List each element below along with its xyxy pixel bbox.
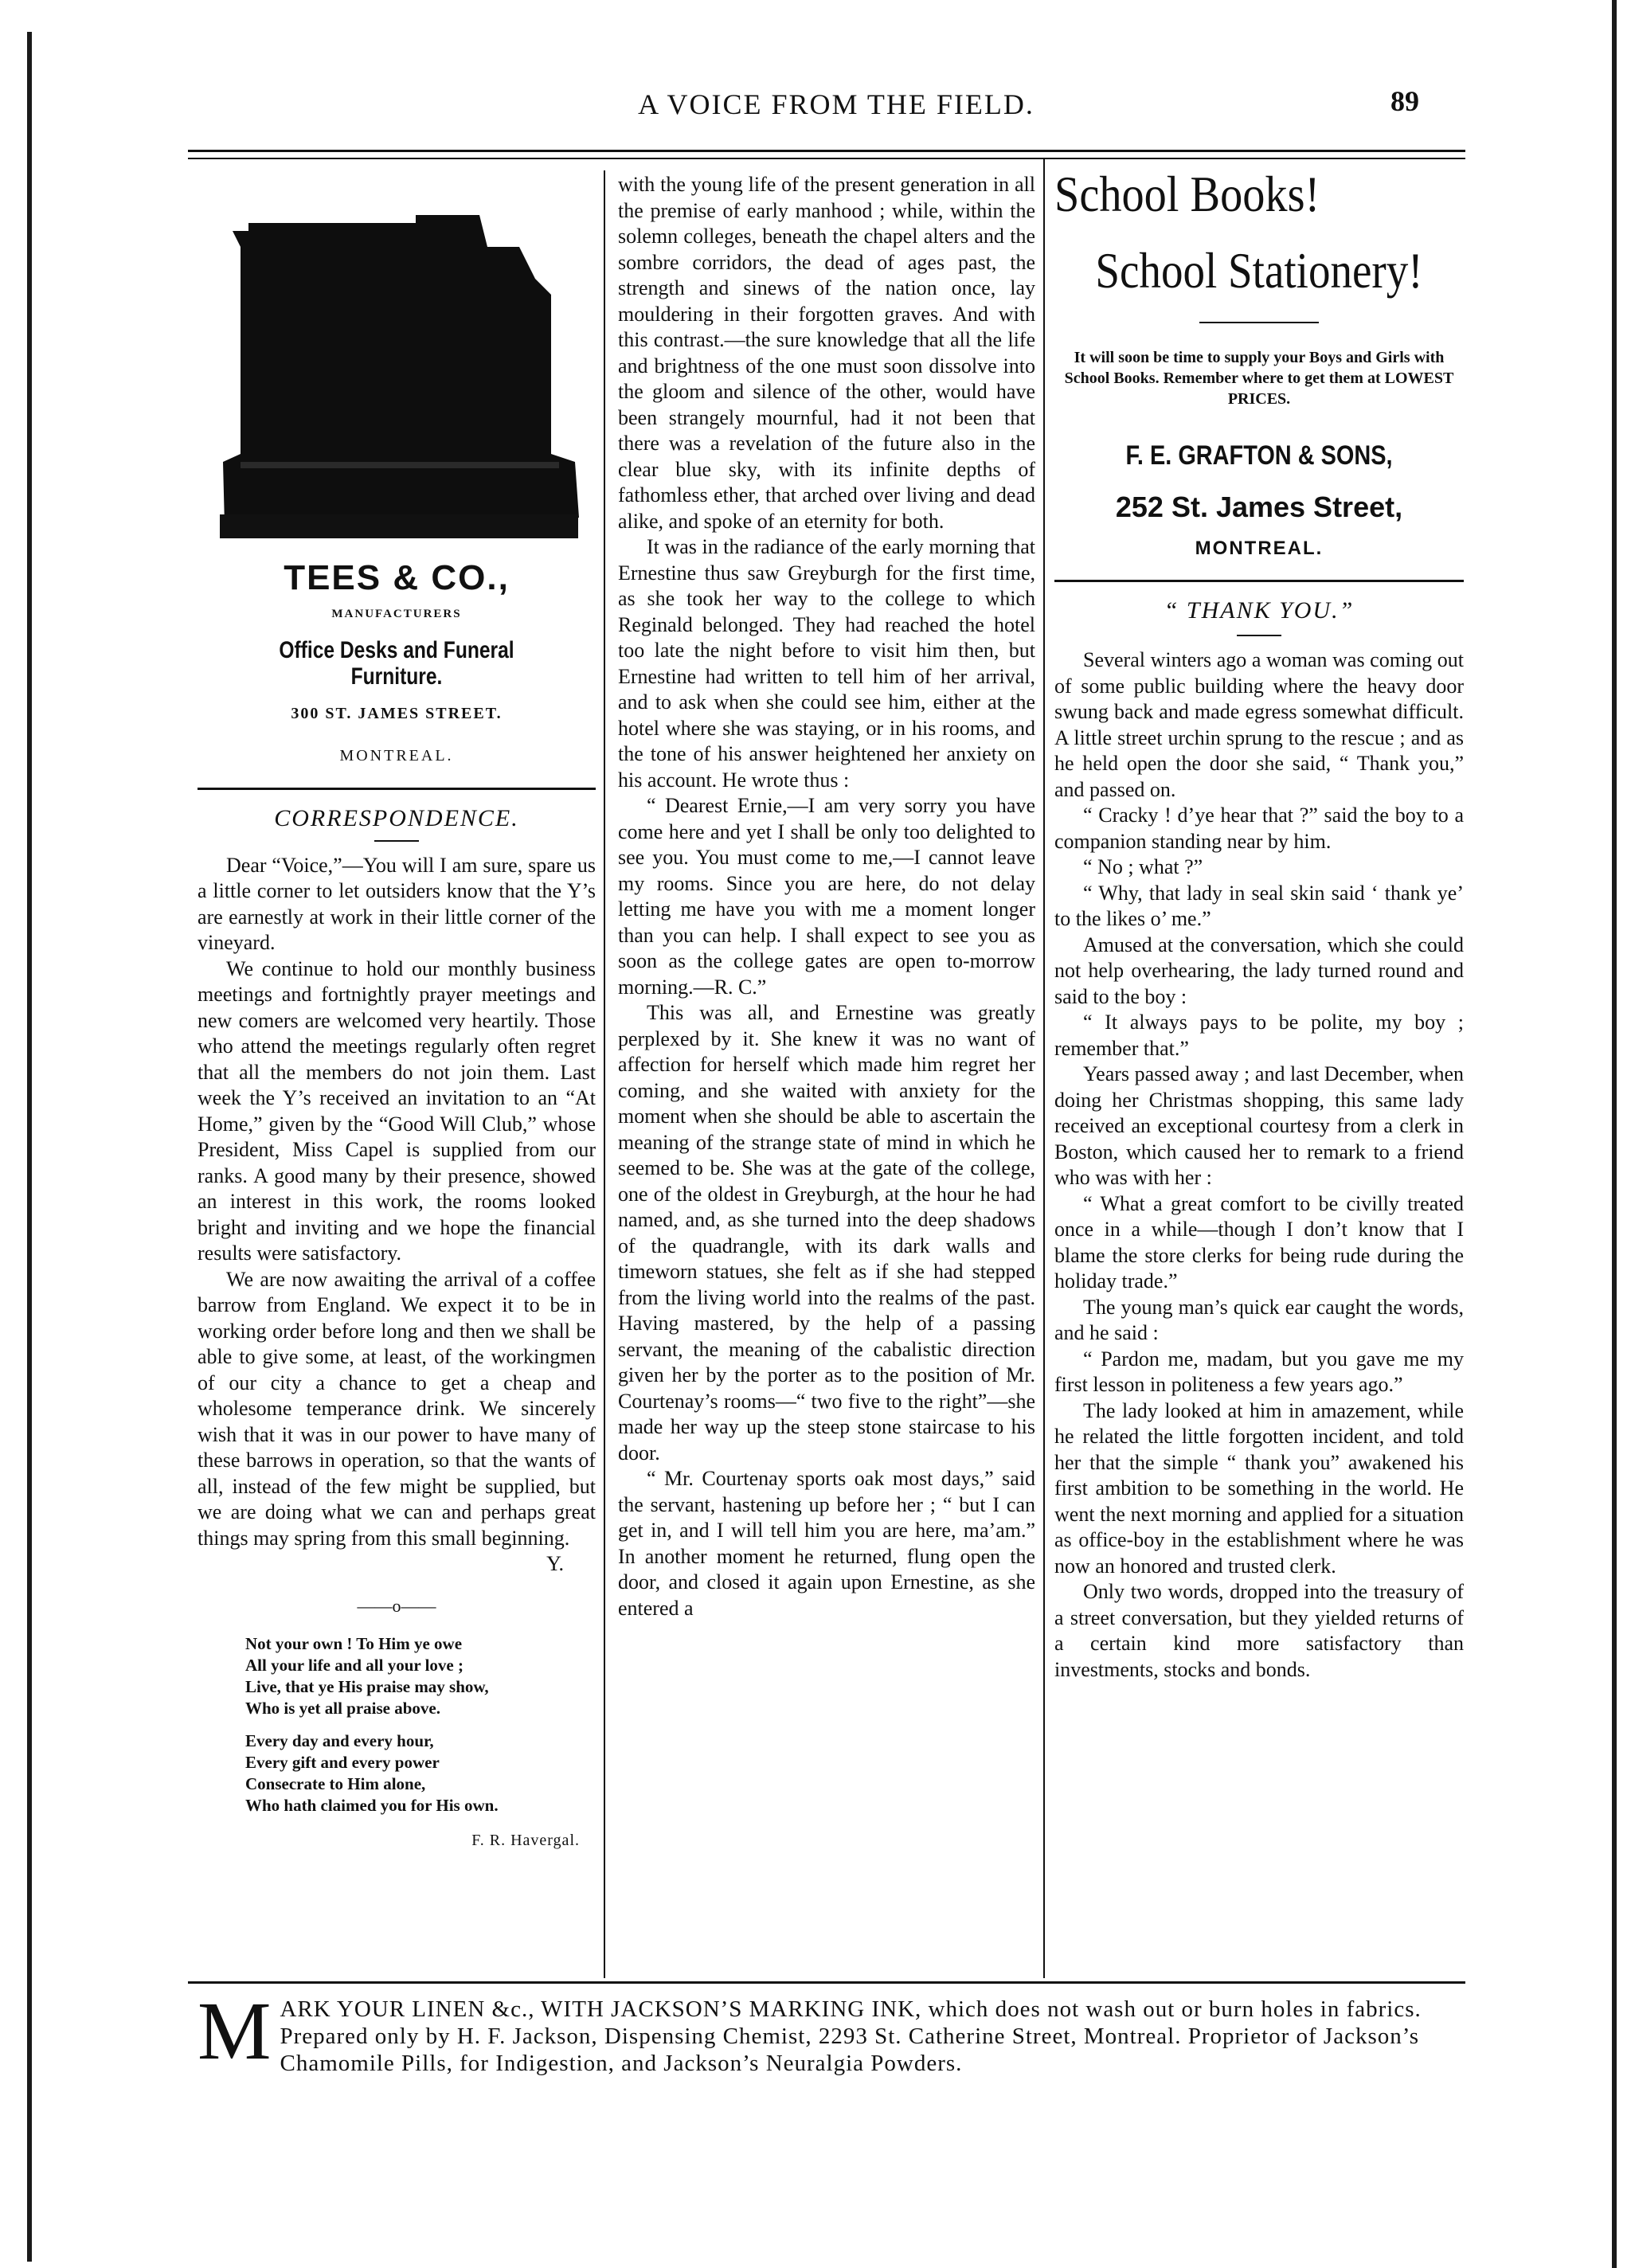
tees-ad-city: MONTREAL. — [339, 746, 454, 764]
left-page-edge — [27, 32, 32, 2262]
correspondence-paragraph: Dear “Voice,”—You will I am sure, spare us a little corner to let outsiders know that the Y’s are earnestly at work in their little corner of the vineyard. — [198, 853, 596, 954]
thank-you-paragraph: Only two words, dropped into the treasury of a street conversation, but they yielded returns of a certain kind more satisfactory than investments, stocks and bonds. — [1054, 1580, 1464, 1681]
ad-divider — [198, 788, 596, 790]
correspondence-signature: Y. — [546, 1552, 564, 1575]
poem-author: F. R. Havergal. — [471, 1832, 580, 1849]
thank-you-heading: “ THANK YOU.” — [1164, 596, 1355, 624]
poem-line: Every gift and every power — [245, 1753, 440, 1772]
separator: ——o—— — [357, 1595, 436, 1616]
poem-line: Consecrate to Him alone, — [245, 1774, 426, 1793]
school-ad-city: MONTREAL. — [1195, 538, 1324, 559]
school-ad-street: 252 St. James Street, — [1115, 490, 1403, 523]
column-divider-left — [604, 170, 605, 1978]
story-letter: “ Dearest Ernie,—I am very sorry you have come here and yet I shall be only too delighted to see you. You must come to me,—I cannot leave my rooms. Since you are here, do not delay letting me have you with me a moment longer than you can help. I shall expect to see you as soon as the college gates are open to-morrow morning.—R. C.” — [618, 794, 1035, 999]
thank-you-paragraph: Several winters ago a woman was coming out of some public building where the heavy door swung back and made egress somewhat difficult. A little street urchin sprung to the rescue ; and as he held open the door she said, “ Thank you,” and passed on. — [1054, 648, 1464, 801]
thank-you-paragraph: “ What a great comfort to be civilly treated once in a while—though I don’t know that I blame the store clerks for being rude during the holiday trade.” — [1054, 1191, 1464, 1292]
thank-you-paragraph: “ Cracky ! d’ye hear that ?” said the boy to a companion standing near by him. — [1054, 804, 1464, 853]
page-number: 89 — [1390, 85, 1419, 117]
poem-line: Every day and every hour, — [245, 1731, 434, 1750]
tees-ad-address: 300 ST. JAMES STREET. — [291, 705, 503, 722]
poem-line: Not your own ! To Him ye owe — [245, 1634, 463, 1653]
header-rule-bottom — [188, 158, 1465, 159]
thank-you-paragraph: Amused at the conversation, which she could not help overhearing, the lady turned round and said to the boy : — [1054, 933, 1464, 1008]
footer-rule — [188, 1981, 1465, 1984]
story-paragraph: “ Mr. Courtenay sports oak most days,” said the servant, hastening up before her ; “ but I can get in, and I will tell him you are here, ma’am.” In another moment he returned, flung open the door, and closed it again upon Ernestine, as she entered a — [618, 1467, 1035, 1620]
poem-line: Who is yet all praise above. — [245, 1699, 440, 1718]
story-paragraph: It was in the radiance of the early morning that Ernestine thus saw Greyburgh for the first time, as she took her way to the college to which Reginald belonged. They had reached the hotel too late the night before to visit him then, but Ernestine had written to tell him of her arrival, and to ask when she could see him, either at the hotel where she was staying, or in his rooms, and the tone of his answer heightened her anxiety on his account. He wrote thus : — [618, 535, 1035, 792]
right-page-edge — [1612, 0, 1617, 2268]
tees-ad-products: Office Desks and Funeral Furniture. — [279, 637, 514, 690]
story-paragraph: This was all, and Ernestine was greatly perplexed by it. She knew it was no want of affection for herself which made him regret her coming, and she waited with anxiety for the moment when she should be able to ascertain the meaning of the strange state of mind in which he seemed to be. She was at the gate of the college, one of the oldest in Greyburgh, at the hour he had named, and, as she turned into the deep shadows of the quadrangle, with its dark walls and timeworn statues, she felt as if she had stepped from the living world into the realms of the past. Having mastered, by the help of a passing servant, the meaning of the cabalistic direction given her by the porter as to the position of Mr. Courtenay’s rooms—“ two five to the right”—she made her way up the steep stone staircase to his door. — [618, 1001, 1035, 1464]
school-ad-text: It will soon be time to supply your Boys and Girls with School Books. Remember where to get them at LOWEST PRICES. — [1064, 349, 1454, 408]
thank-you-paragraph: “ No ; what ?” — [1083, 855, 1203, 878]
left-column — [198, 170, 596, 1854]
footer-ad-text: ARK YOUR LINEN &c., WITH JACKSON’S MARKING INK, which does not wash out or burn holes in fabrics. Prepared only by H. F. Jackson, Dispensing Chemist, 2293 St. Catherine Street, Montreal. Proprietor of Jackson’s Chamomile Pills, for Indigestion, and Jackson’s Neuralgia Powders. — [280, 1996, 1422, 2076]
poem-line: Live, that ye His praise may show, — [245, 1677, 489, 1696]
jackson-advertisement — [198, 1985, 1464, 2077]
ad-divider — [1054, 580, 1464, 582]
desk-illustration — [217, 199, 583, 543]
header-rule-top — [188, 150, 1465, 152]
short-rule — [1199, 322, 1319, 323]
school-stationery-title: School Stationery! — [1095, 242, 1423, 299]
poem-line: All your life and all your love ; — [245, 1656, 463, 1675]
thank-you-paragraph: “ It always pays to be polite, my boy ; remember that.” — [1054, 1011, 1464, 1060]
thank-you-paragraph: The lady looked at him in amazement, while he related the little forgotten incident, and told her that the simple “ thank you” awakened his first ambition to be something in the world. He went the next morning and applied for a situation as office-boy in the establishment where he was now an honored and trusted clerk. — [1054, 1398, 1464, 1578]
poem-line: Who hath claimed you for His own. — [245, 1796, 499, 1815]
drop-cap: M — [198, 1985, 272, 2077]
poem-stanza — [245, 1633, 596, 1719]
correspondence-paragraph: We continue to hold our monthly business meetings and fortnightly prayer meetings and new comers are welcomed very heartily. Those who attend the meetings regularly often regret that all the members do not join them. Last week the Y’s received an invitation to an “At Home,” given by the “Good Will Club,” whose President, Miss Capel is supplied from our ranks. A good many by their presence, showed an interest in this work, the rooms looked bright and inviting and we hope the financial results were satisfactory. — [198, 956, 596, 1265]
correspondence-paragraph: We are now awaiting the arrival of a coffee barrow from England. We expect it to be in working order before long and then we shall be able to give some, at least, of the workingmen of our city a chance to get a cheap and wholesome temperance drink. We sincerely wish that it was in our power to have many of these barrows in operation, so that the wants of all, instead of the few might be supplied, but we are doing what we can and perhaps great things may spring from this small beginning. — [198, 1267, 596, 1550]
right-column — [1054, 166, 1464, 1683]
poem — [245, 1633, 596, 1816]
thank-you-paragraph: “ Pardon me, madam, but you gave me my first lesson in politeness a few years ago.” — [1054, 1347, 1464, 1396]
office-desk-icon — [217, 199, 583, 543]
thank-you-paragraph: Years passed away ; and last December, when doing her Christmas shopping, this same lady received an exceptional courtesy from a clerk in Boston, which caused her to remark to a friend who was with her : — [1054, 1062, 1464, 1189]
middle-column — [618, 172, 1035, 1621]
story-paragraph: with the young life of the present generation in all the premise of early manhood ; while, within the solemn colleges, beneath the chapel alters and the sombre corridors, the dead of ages past, the strength and sinews of the nation once, lay mouldering in their forgotten graves. And with this contrast.—the sure knowledge that all the life and brightness of the one must soon dissolve into the gloom and silence of the other, would have been strangely mournful, had it not been that there was a revelation of the future also in the clear blue sky, with its infinite depths of fathomless ether, that arched over living and dead alike, and spoke of an eternity for both. — [618, 173, 1035, 533]
thank-you-paragraph: The young man’s quick ear caught the words, and he said : — [1054, 1295, 1464, 1344]
poem-stanza — [245, 1730, 596, 1816]
correspondence-heading: CORRESPONDENCE. — [274, 805, 519, 831]
short-rule — [374, 840, 419, 842]
tees-ad-subtitle: MANUFACTURERS — [331, 607, 462, 620]
school-books-title: School Books! — [1054, 166, 1320, 222]
short-rule — [1237, 635, 1281, 636]
tees-ad-name: TEES & CO., — [284, 558, 510, 597]
school-ad-firm: F. E. GRAFTON & SONS, — [1125, 440, 1393, 471]
thank-you-paragraph: “ Why, that lady in seal skin said ‘ thank ye’ to the likes o’ me.” — [1054, 881, 1464, 930]
column-divider-right — [1043, 159, 1045, 1978]
running-header: A VOICE FROM THE FIELD. — [638, 88, 1035, 120]
